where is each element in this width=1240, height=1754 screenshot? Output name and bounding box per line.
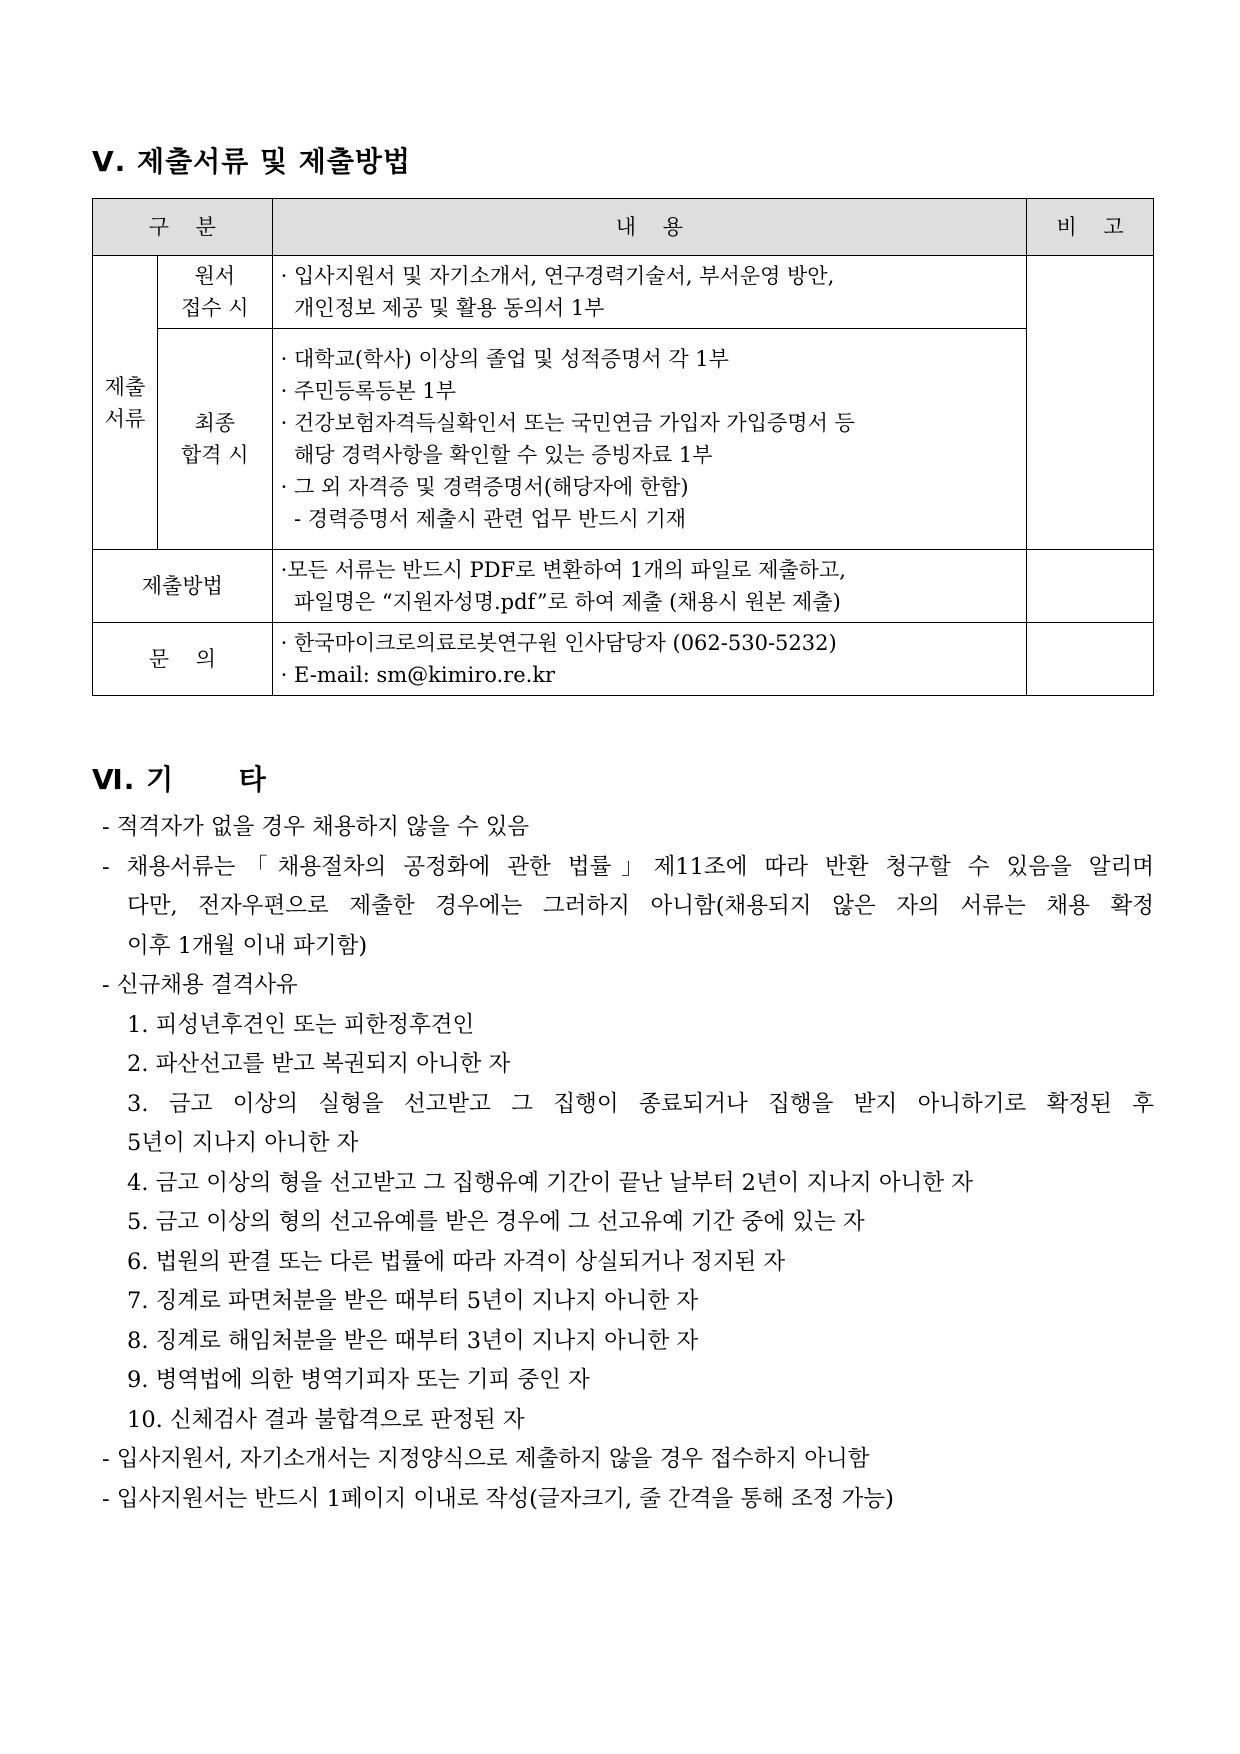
table-header-row (93, 199, 1154, 256)
list-item: - 신규채용 결격사유 (102, 972, 298, 998)
table-row-receipt (93, 256, 1154, 329)
table-row-final (93, 329, 1154, 550)
list-item: - 적격자가 없을 경우 채용하지 않을 수 있음 (102, 814, 530, 840)
list-item: 2. 파산선고를 받고 복권되지 아니한 자 (127, 1051, 511, 1077)
final-label: 최종 합격 시 (157, 329, 272, 550)
list-item: 9. 병역법에 의한 병역기피자 또는 기피 중인 자 (127, 1367, 590, 1393)
list-item: 1. 피성년후견인 또는 피한정후견인 (127, 1011, 475, 1038)
list-item: 다만, 전자우편으로 제출한 경우에는 그러하지 아니함(채용되지 않은 자의 서류는 채용 확정 (127, 893, 1154, 919)
final-content: · 대학교(학사) 이상의 졸업 및 성적증명서 각 1부 · 주민등록등본 1부 · 건강보험자격득실확인서 또는 국민연금 가입자 가입증명서 등 해당 경력사항을 확인할 수 있는 증빙자료 1부 · 그 외 자격증 및 경력증명서(해당자에 한함) - 경력증명서 제출시 관련 업무 반드시 기재 (272, 329, 1027, 550)
section6-title: Ⅵ. 기 타 (92, 763, 267, 796)
method-content: ·모든 서류는 반드시 PDF로 변환하여 1개의 파일로 제출하고, 파일명은 “지원자성명.pdf”로 하여 제출 (채용시 원본 제출) (272, 550, 1027, 623)
header-note: 비 고 (1027, 199, 1154, 256)
list-item: - 채용서류는「채용절차의 공정화에 관한 법률」제11조에 따라 반환 청구할 수 있음을 알리며 (102, 853, 1154, 880)
list-item: 7. 징계로 파면처분을 받은 때부터 5년이 지나지 아니한 자 (127, 1288, 699, 1314)
list-item: 4. 금고 이상의 형을 선고받고 그 집행유예 기간이 끝난 날부터 2년이 지나지 아니한 자 (127, 1169, 974, 1196)
submission-table (92, 198, 1154, 696)
list-item: 5. 금고 이상의 형의 선고유예를 받은 경우에 그 선고유예 기간 중에 있는 자 (127, 1209, 865, 1235)
header-content: 내 용 (272, 199, 1027, 256)
inquiry-label: 문 의 (93, 623, 273, 696)
list-item: - 입사지원서는 반드시 1페이지 이내로 작성(글자크기, 줄 간격을 통해 조정 가능) (102, 1485, 894, 1512)
docs-label: 제출 서류 (93, 256, 158, 550)
receipt-label: 원서 접수 시 (157, 256, 272, 329)
inquiry-note (1027, 623, 1154, 696)
list-item: 이후 1개월 이내 파기함) (127, 932, 368, 959)
table-row-inquiry (93, 623, 1154, 696)
header-category: 구 분 (93, 199, 273, 256)
section5-title: Ⅴ. 제출서류 및 제출방법 (92, 145, 411, 178)
list-item: 5년이 지나지 아니한 자 (127, 1130, 359, 1156)
method-note (1027, 550, 1154, 623)
receipt-content: · 입사지원서 및 자기소개서, 연구경력기술서, 부서운영 방안, 개인정보 제공 및 활용 동의서 1부 (272, 256, 1027, 329)
list-item: - 입사지원서, 자기소개서는 지정양식으로 제출하지 않을 경우 접수하지 아니함 (102, 1446, 870, 1472)
list-item: 6. 법원의 판결 또는 다른 법률에 따라 자격이 상실되거나 정지된 자 (127, 1248, 786, 1275)
misc-list (92, 808, 1154, 1519)
list-item: 3. 금고 이상의 실형을 선고받고 그 집행이 종료되거나 집행을 받지 아니하기로 확정된 후 (127, 1090, 1154, 1117)
inquiry-content: · 한국마이크로의료로봇연구원 인사담당자 (062-530-5232) · E-mail: sm@kimiro.re.kr (272, 623, 1027, 696)
list-item: 10. 신체검사 결과 불합격으로 판정된 자 (127, 1406, 525, 1433)
docs-note (1027, 256, 1154, 550)
method-label: 제출방법 (93, 550, 273, 623)
list-item: 8. 징계로 해임처분을 받은 때부터 3년이 지나지 아니한 자 (127, 1327, 699, 1354)
document-page (92, 140, 1154, 1519)
table-row-method (93, 550, 1154, 623)
section6 (92, 758, 1154, 1519)
